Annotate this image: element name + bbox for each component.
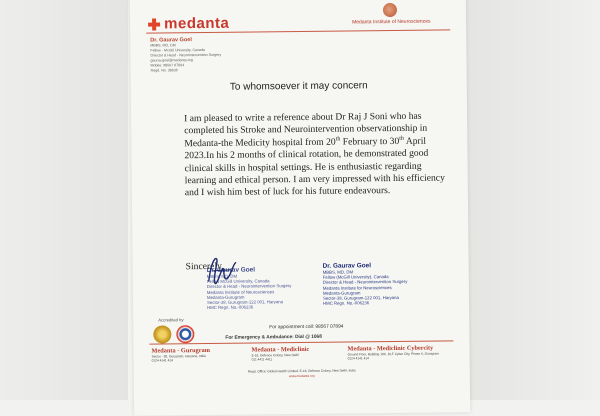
stamp-line: MBBS, MD, DM (206, 273, 238, 279)
location-name: Medanta - Gurugram (151, 346, 210, 355)
brand-name: medanta (164, 14, 230, 33)
stamp-line: Medanta Institute of Neurosciences (206, 288, 275, 295)
body-tail: April 2023.In his 2 months of clinical rotation, he demonstrated good clinical skills in hospital settings. He is enthusiastic regarding learning and ethical person. I am very impressed with his efficiency and I wish him best of luck for his future endeavours. (184, 135, 445, 199)
signatory-line: Medanta-Gurugram (322, 290, 361, 296)
emergency-line: For Emergency & Ambulance: Dial @ 1068 (225, 334, 322, 341)
letter-page (130, 0, 470, 416)
doctor-letterhead (150, 36, 300, 74)
letter-heading: To whomsoever it may concern (229, 80, 368, 93)
location-name: Medanta - Mediclinic Cybercity (347, 344, 434, 353)
accreditation-badge-icon (153, 325, 171, 343)
doctor-stamp (207, 266, 292, 310)
accredited-label: Accredited by (158, 317, 184, 323)
location-phone: 0124 4141 414 (151, 358, 173, 363)
stamp-line: HMC Regn. No.-006236 (207, 304, 254, 311)
signatory-line: Fellow (McGill University), Canada (322, 274, 389, 280)
signatory-line: Sector-38, Gurugram-122 001, Haryana (322, 294, 399, 301)
doctor-mobile: Mobile: 98567 07894 (150, 63, 185, 68)
doctor-qualification: MBBS, MD, DM (150, 43, 176, 48)
footer-location-mediclinic (251, 346, 343, 362)
background-right (460, 0, 600, 400)
signatory-name: Dr. Gaurav Goel (322, 262, 371, 270)
stamp-name: Dr. Gaurav Goel (206, 266, 256, 274)
location-phone: 011 4411 4411 (251, 357, 273, 362)
signatory-line: HMC Regn. No.-006236 (323, 300, 370, 306)
signatory-line: Director & Head - Neurointervention Surgery (322, 279, 408, 286)
website-link[interactable]: www.medanta.org (289, 373, 315, 379)
stamp-line: Director & Head - Neurointervention Surgery (206, 283, 292, 290)
body-lead: I am pleased to write a reference about Dr Raj J Soni who has completed his Stroke and Neurointervention observationship in Medanta-the Medicity hospital from 20 (184, 110, 428, 150)
location-address: E-18, Defence Colony, New Delhi (251, 353, 299, 358)
location-phone: 0124 4141 414 (347, 356, 369, 361)
doctor-fellowship: Fellow - McGill University, Canada (150, 47, 206, 53)
institute-name: Medanta Institute of Neurosciences (352, 18, 431, 26)
letter-body (184, 110, 449, 200)
body-mid: February to 30 (340, 135, 400, 148)
doctor-name: Dr. Gaurav Goel (150, 37, 192, 44)
footer-location-cybercity (347, 344, 455, 360)
doctor-regd: Regd. No. 38636 (150, 68, 178, 73)
registered-office: Regd. Office: Global Health Limited, E-18, Defence Colony, New Delhi, India (247, 368, 356, 374)
stamp-line: Medanta-Gurugram (206, 294, 245, 300)
appointment-line: For appointment call: 98567 07894 (269, 324, 344, 331)
background-left (0, 0, 128, 400)
stamp-line: Fellow McGill University, Canada (206, 278, 270, 285)
location-address: Sector - 38, Gurugram, Haryana, India (151, 353, 206, 359)
location-name: Medanta - Mediclinic (251, 345, 310, 354)
institute-emblem-icon (383, 3, 397, 17)
stamp-line: Sector-38, Gurugram-122 001, Haryana (207, 299, 284, 305)
medanta-cross-icon (148, 18, 160, 30)
doctor-designation: Director & Head - Neurointervention Surgery (150, 52, 222, 58)
body-sup-2: th (399, 135, 404, 142)
signatory-line: MBBS, MD, DM (322, 269, 354, 275)
body-sup-1: th (335, 136, 341, 143)
medanta-logo (148, 15, 229, 33)
location-address: Ground Floor, Building 10C, DLF Cyber City, Phase II, Gurugram (347, 351, 439, 357)
signatory-line: Medanta Institute for Neurosciences (322, 284, 392, 291)
nabh-badge-icon (176, 325, 194, 343)
letter-closing: Sincerely, (185, 260, 224, 273)
footer-location-gurugram (151, 347, 243, 363)
doctor-email: gaurav.goel@medanta.org (150, 58, 193, 63)
signatory-details (323, 262, 408, 306)
